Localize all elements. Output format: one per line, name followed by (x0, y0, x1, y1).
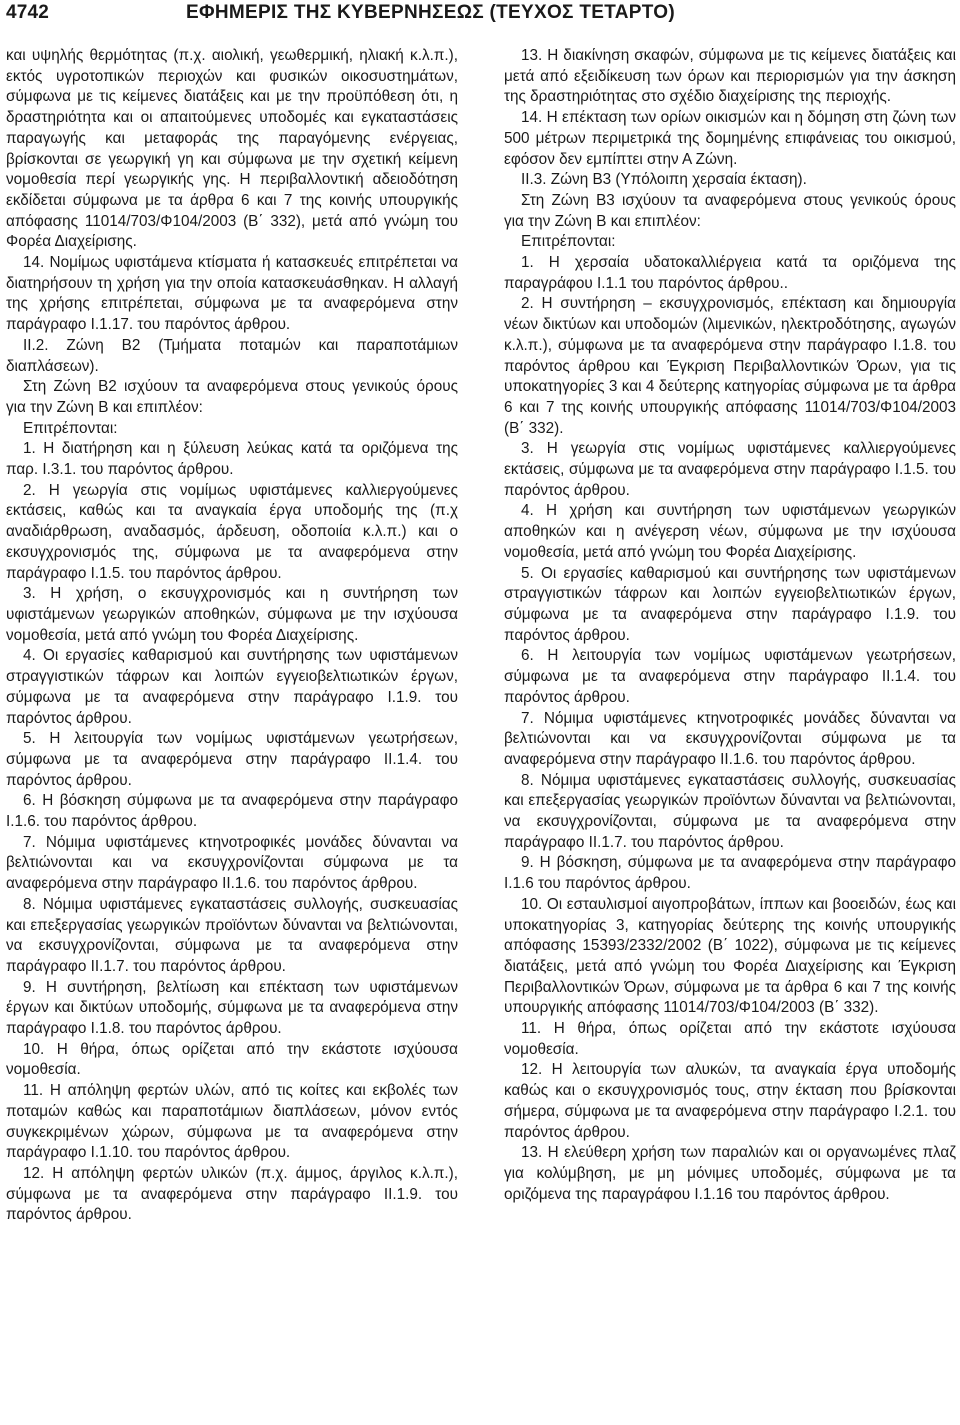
paragraph: 7. Νόμιμα υφιστάμενες κτηνοτροφικές μονάδες δύνανται να βελτιώνονται και να εκσυγχρονίζονται σύμφωνα με τα αναφερόμενα στην παράγραφο ΙΙ.1.6. του παρόντος άρθρου. (6, 833, 458, 893)
paragraph: 10. Η θήρα, όπως ορίζεται από την εκάστοτε ισχύουσα νομοθεσία. (6, 1040, 458, 1079)
paragraph: Στη Ζώνη Β3 ισχύουν τα αναφερόμενα στους γενικούς όρους για την Ζώνη Β και επιπλέον: (504, 191, 956, 230)
paragraph: Επιτρέπονται: (23, 419, 118, 437)
paragraph: 13. Η ελεύθερη χρήση των παραλιών και οι οργανωμένες πλαζ για κολύμβηση, με μη μόνιμες υποδομές, σύμφωνα με τα οριζόμενα της παραγράφου Ι.1.16 του παρόντος άρθρου. (504, 1144, 956, 1203)
paragraph: ΙΙ.2. Ζώνη Β2 (Τμήματα ποταμών και παραποτάμιων διαπλάσεων). (6, 336, 458, 375)
paragraph: 8. Νόμιμα υφιστάμενες εγκαταστάσεις συλλογής, συσκευασίας και επεξεργασίας γεωργικών προϊόντων δύνανται να βελτιώνονται, να εκσυγχρονίζονται, σύμφωνα με τα αναφερόμενα στην παράγραφο ΙΙ.1.7. του παρόντος άρθρου. (504, 771, 956, 851)
page-number: 4742 (6, 2, 50, 23)
paragraph: 5. Η λειτουργία των νομίμως υφιστάμενων γεωτρήσεων, σύμφωνα με τα αναφερόμενα στην παράγραφο ΙΙ.1.4. του παρόντος άρθρου. (6, 730, 458, 789)
paragraph: 1. Η διατήρηση και η ξύλευση λεύκας κατά τα οριζόμενα της παρ. Ι.3.1. του παρόντος άρθρου. (6, 440, 458, 479)
paragraph: 8. Νόμιμα υφιστάμενες εγκαταστάσεις συλλογής, συσκευασίας και επεξεργασίας γεωργικών προϊόντων δύνανται να βελτιώνονται, να εκσυγχρονίζονται, σύμφωνα με τα αναφερόμενα στην παράγραφο ΙΙ.1.7. του παρόντος άρθρου. (6, 895, 458, 975)
paragraph: 11. Η θήρα, όπως ορίζεται από την εκάστοτε ισχύουσα νομοθεσία. (504, 1020, 956, 1058)
paragraph: ΙΙ.3. Ζώνη Β3 (Υπόλοιπη χερσαία έκταση). (521, 171, 807, 189)
paragraph: και υψηλής θερμότητας (π.χ. αιολική, γεωθερμική, ηλιακή κ.λ.π.), εκτός υγροτοπικών περιοχών και φυσικών οικοσυστημάτων, σύμφωνα με τις κείμενες διατάξεις και με την προϋπόθεση ότι, η δραστηριότητα και οι απαιτούμενες υποδομές και εγκαταστάσεις παραγωγής και μεταφοράς της παραγόμενης ενέργειας, βρίσκονται σε γεωργική γη και σύμφωνα με την σχετική κείμενη νομοθεσία περί γεωργικής γης. Η περιβαλλοντική αδειοδότηση εκδίδεται σύμφωνα με τα άρθρα 6 και 7 της κοινής υπουργικής απόφασης 11014/703/Φ104/2003 (Β΄ 332), μετά από γνώμη του Φορέα Διαχείρισης. (6, 47, 458, 251)
paragraph: 9. Η βόσκηση, σύμφωνα με τα αναφερόμενα στην παράγραφο Ι.1.6 του παρόντος άρθρου. (504, 854, 956, 893)
paragraph: Επιτρέπονται: (521, 233, 616, 251)
paragraph: 14. Νομίμως υφιστάμενα κτίσματα ή κατασκευές επιτρέπεται να διατηρήσουν τη χρήση για την οποία κατασκευάσθηκαν. Η αλλαγή της χρήσης επιτρέπεται, σύμφωνα με τα αναφερόμενα στην παράγραφο Ι.1.17. του παρόντος άρθρου. (6, 254, 458, 334)
paragraph: Στη Ζώνη Β2 ισχύουν τα αναφερόμενα στους γενικούς όρους για την Ζώνη Β και επιπλέον: (6, 378, 458, 416)
left-column (6, 46, 458, 1226)
paragraph: 4. Οι εργασίες καθαρισμού και συντήρησης των υφιστάμενων στραγγιστικών τάφρων και λοιπών εγγειοβελτιωτικών έργων, σύμφωνα με τα αναφερόμενα στην παράγραφο Ι.1.9. του παρόντος άρθρου. (6, 647, 458, 727)
paragraph: 6. Η λειτουργία των νομίμως υφιστάμενων γεωτρήσεων, σύμφωνα με τα αναφερόμενα στην παράγραφο ΙΙ.1.4. του παρόντος άρθρου. (504, 647, 956, 706)
paragraph: 13. Η διακίνηση σκαφών, σύμφωνα με τις κείμενες διατάξεις και μετά από εξειδίκευση των όρων και περιορισμών για την άσκηση της δραστηριότητας στο σχέδιο διαχείρισης της περιοχής. (504, 47, 956, 106)
paragraph: 4. Η χρήση και συντήρηση των υφιστάμενων γεωργικών αποθηκών και η ανέγερση νέων, σύμφωνα με την ισχύουσα νομοθεσία, μετά από γνώμη του Φορέα Διαχείρισης. (504, 502, 956, 561)
paragraph: 7. Νόμιμα υφιστάμενες κτηνοτροφικές μονάδες δύνανται να βελτιώνονται και να εκσυγχρονίζονται σύμφωνα με τα αναφερόμενα στην παράγραφο ΙΙ.1.6. του παρόντος άρθρου. (504, 709, 956, 768)
paragraph: 5. Οι εργασίες καθαρισμού και συντήρησης των υφιστάμενων στραγγιστικών τάφρων και λοιπών εγγειοβελτιωτικών έργων, σύμφωνα με τα αναφερόμενα στην παράγραφο Ι.1.9. του παρόντος άρθρου. (504, 564, 956, 644)
paragraph: 9. Η συντήρηση, βελτίωση και επέκταση των υφιστάμενων έργων και δικτύων υποδομής, σύμφωνα με τα αναφερόμενα στην παράγραφο Ι.1.8. του παρόντος άρθρου. (6, 978, 458, 1038)
paragraph: 2. Η συντήρηση – εκσυγχρονισμός, επέκταση και δημιουργία νέων δικτύων και υποδομών (λιμενικών, ηλεκτροδότησης, αγωγών κ.λ.π.), σύμφωνα με τα αναφερόμενα στην παράγραφο Ι.1.8. του παρόντος άρθρου και Έγκριση Περιβαλλοντικών Όρων, για τις υποκατηγορίες 3 και 4 δεύτερης κατηγορίας σύμφωνα με τα άρθρα 6 και 7 της κοινής υπουργικής απόφασης 11014/703/Φ104/2003 (Β΄ 332). (504, 295, 956, 437)
paragraph: 14. Η επέκταση των ορίων οικισμών και η δόμηση στη ζώνη των 500 μέτρων περιμετρικά της δομημένης επιφάνειας του οικισμού, εφόσον δεν εμπίπτει στην Α Ζώνη. (504, 109, 956, 168)
right-column (504, 46, 956, 1205)
page-header (0, 0, 960, 40)
paragraph: 6. Η βόσκηση σύμφωνα με τα αναφερόμενα στην παράγραφο Ι.1.6. του παρόντος άρθρου. (6, 792, 458, 831)
paragraph: 1. Η χερσαία υδατοκαλλιέργεια κατά τα οριζόμενα της παραγράφου Ι.1.1 του παρόντος άρθρου.. (504, 254, 956, 292)
paragraph: 3. Η χρήση, ο εκσυγχρονισμός και η συντήρηση των υφιστάμενων γεωργικών αποθηκών, σύμφωνα με την ισχύουσα νομοθεσία, μετά από γνώμη του Φορέα Διαχείρισης. (6, 585, 458, 644)
paragraph: 12. Η λειτουργία των αλυκών, τα αναγκαία έργα υποδομής καθώς και ο εκσυγχρονισμός τους, στην έκταση που βρίσκονται σήμερα, σύμφωνα με τα αναφερόμενα στην παράγραφο Ι.2.1. του παρόντος άρθρου. (504, 1061, 956, 1141)
paragraph: 2. Η γεωργία στις νομίμως υφιστάμενες καλλιεργούμενες εκτάσεις, καθώς και τα αναγκαία έργα υποδομής της (π.χ αναδιάρθρωση, αναδασμός, άρδευση, οδοποιία κ.λ.π.) και ο εκσυγχρονισμός της, σύμφωνα με τα αναφερόμενα στην παράγραφο Ι.1.5. του παρόντος άρθρου. (6, 481, 458, 582)
paragraph: 10. Οι εσταυλισμοί αιγοπροβάτων, ίππων και βοοειδών, έως και υποκατηγορίας 3, κατηγορίας δεύτερης της κοινής υπουργικής απόφασης 15393/2332/2002 (Β΄ 1022), σύμφωνα με τις κείμενες διατάξεις, μετά από γνώμη του Φορέα Διαχείρισης και Έγκριση Περιβαλλοντικών Όρων, σύμφωνα με τα άρθρα 6 και 7 της κοινής υπουργικής απόφασης 11014/703/Φ104/2003 (Β΄ 332). (504, 895, 956, 1017)
paragraph: 12. Η απόληψη φερτών υλικών (π.χ. άμμος, άργιλος κ.λ.π.), σύμφωνα με τα αναφερόμενα στην παράγραφο ΙΙ.1.9. του παρόντος άρθρου. (6, 1164, 458, 1224)
paragraph: 11. Η απόληψη φερτών υλών, από τις κοίτες και εκβολές των ποταμών καθώς και παραποτάμιων διαπλάσεων, μόνον εντός συγκεκριμένων χώρων, σύμφωνα με τα αναφερόμενα στην παράγραφο Ι.1.10. του παρόντος άρθρου. (6, 1082, 458, 1162)
gazette-title: ΕΦΗΜΕΡΙΣ ΤΗΣ ΚΥΒΕΡΝΗΣΕΩΣ (ΤΕΥΧΟΣ ΤΕΤΑΡΤΟ) (186, 2, 675, 23)
paragraph: 3. Η γεωργία στις νομίμως υφιστάμενες καλλιεργούμενες εκτάσεις, σύμφωνα με τα αναφερόμενα στην παράγραφο Ι.1.5. του παρόντος άρθρου. (504, 440, 956, 499)
